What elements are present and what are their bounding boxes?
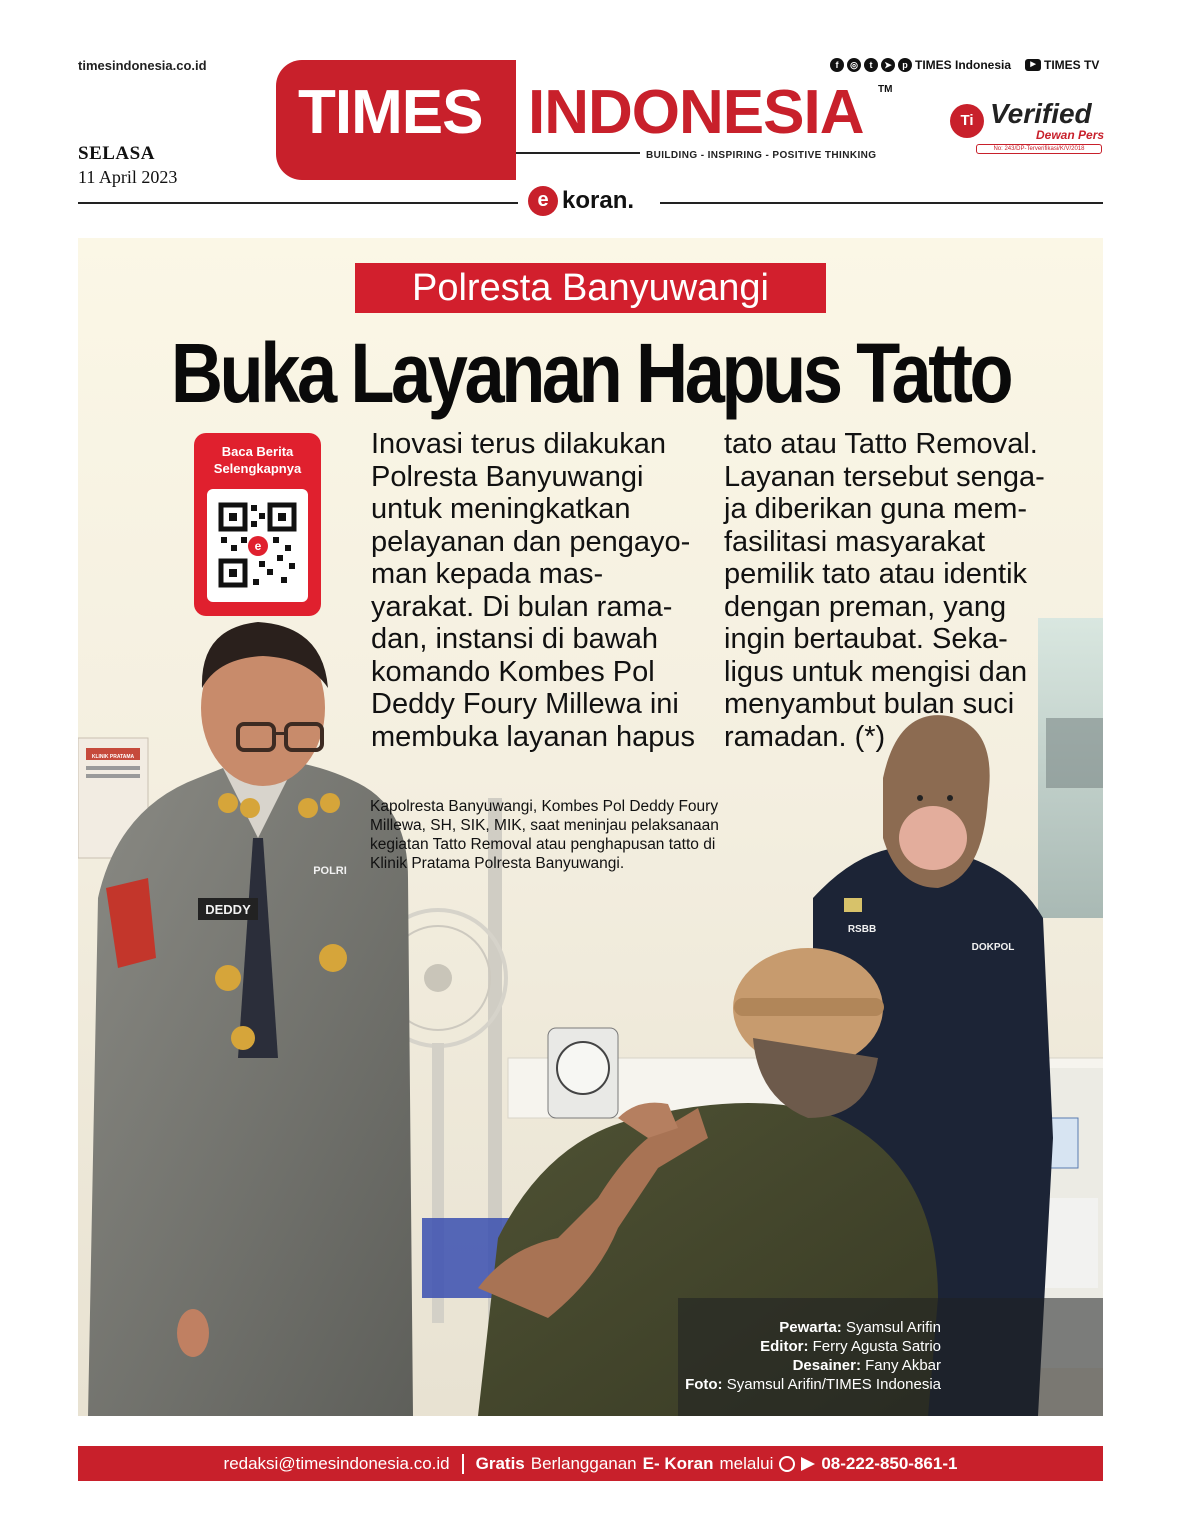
verified-number: No: 243/DP-Terverifikasi/K/V/2018 [976, 144, 1102, 154]
issue-date: 11 April 2023 [78, 167, 178, 187]
article-body-column-1: Inovasi terus dilakukan Polresta Banyuwangi untuk meningkatkan pelayanan dan pengayo- man kepada mas- yarakat. Di bulan rama- dan, instansi di bawah komando Kombes Pol Deddy Foury Millewa ini membuka layanan hapus [371, 428, 696, 753]
footer-berlangganan: Berlangganan [530, 1453, 637, 1473]
dokpol-text: DOKPOL [971, 942, 1015, 953]
pinterest-icon[interactable]: p [898, 58, 912, 72]
qr-card[interactable] [194, 433, 321, 616]
verified-badge-icon: Ti [950, 104, 984, 138]
ekoran-logo [528, 186, 634, 216]
article-kicker: Polresta Banyuwangi [355, 263, 826, 313]
article-body-column-2: tato atau Tatto Removal. Layanan tersebut senga- ja diberikan guna mem- fasilitasi masyarakat pemilik tato atau identik dengan preman, yang ingin bertaubat. Seka- ligus untuk mengisi dan menyambut bulan suci ramadan. (*) [724, 428, 1045, 753]
polri-tag-text: POLRI [313, 865, 347, 877]
qr-code-icon[interactable] [207, 489, 308, 602]
verified-subtitle: Dewan Pers [1036, 128, 1105, 142]
verified-title: Verified [990, 98, 1092, 129]
telegram-icon[interactable] [801, 1457, 815, 1471]
article-headline: Buka Layanan Hapus Tatto [170, 326, 1011, 420]
editor-label: Editor: [760, 1338, 809, 1355]
social-label[interactable]: TIMES Indonesia [915, 58, 1012, 72]
qr-label-line2: Selengkapnya [213, 461, 302, 476]
logo-times: TIMES [298, 78, 483, 147]
rsbb-text: RSBB [847, 924, 877, 935]
qr-label [194, 443, 321, 477]
photo-credits [685, 1318, 941, 1394]
foto-value: Syamsul Arifin/TIMES Indonesia [726, 1376, 941, 1393]
logo-underline [516, 152, 640, 154]
desainer-value: Fany Akbar [865, 1357, 941, 1374]
qr-label-line1: Baca Berita [221, 444, 294, 459]
footer-ekoran: E- Koran [642, 1453, 714, 1473]
police-officer [88, 758, 413, 1416]
desainer-label: Desainer: [792, 1357, 861, 1374]
telegram-icon[interactable]: ➤ [881, 58, 895, 72]
logo-indonesia: INDONESIA [528, 78, 864, 147]
footer-separator [462, 1454, 464, 1474]
ekoran-e-icon: e [528, 186, 558, 216]
site-url[interactable]: timesindonesia.co.id [78, 58, 207, 73]
whatsapp-icon[interactable] [779, 1456, 795, 1472]
footer-email[interactable]: redaksi@timesindonesia.co.id [223, 1453, 450, 1473]
header-divider-right [660, 202, 1103, 204]
logo-trademark: TM [878, 84, 893, 95]
editor-value: Ferry Agusta Satrio [812, 1338, 941, 1355]
header-divider-left [78, 202, 518, 204]
pewarta-label: Pewarta: [779, 1319, 842, 1336]
logo-tagline: BUILDING - INSPIRING - POSITIVE THINKING [646, 150, 877, 161]
name-tag-text: DEDDY [205, 902, 251, 917]
ekoran-text: koran. [562, 187, 635, 214]
twitter-icon[interactable]: t [864, 58, 878, 72]
footer-melalui: melalui [719, 1453, 774, 1473]
footer-bar [78, 1446, 1103, 1481]
issue-day: SELASA [78, 143, 155, 164]
photo-caption: Kapolresta Banyuwangi, Kombes Pol Deddy Foury Millewa, SH, SIK, MIK, saat meninjau pelaksanaan kegiatan Tatto Removal atau penghapusan tatto di Klinik Pratama Polresta Banyuwangi. [370, 798, 719, 872]
tv-label[interactable]: TIMES TV [1044, 58, 1100, 72]
wall-banner-text: KLINIK PRATAMA [91, 754, 135, 760]
foto-label: Foto: [685, 1376, 723, 1393]
svg-text:e: e [254, 539, 262, 553]
social-links [830, 58, 1099, 72]
facebook-icon[interactable]: f [830, 58, 844, 72]
footer-gratis: Gratis [475, 1453, 525, 1473]
pewarta-value: Syamsul Arifin [845, 1319, 941, 1336]
footer-phone[interactable]: 08-222-850-861-1 [821, 1453, 958, 1473]
youtube-icon[interactable]: ▶ [1025, 59, 1041, 71]
instagram-icon[interactable]: ◎ [847, 58, 861, 72]
